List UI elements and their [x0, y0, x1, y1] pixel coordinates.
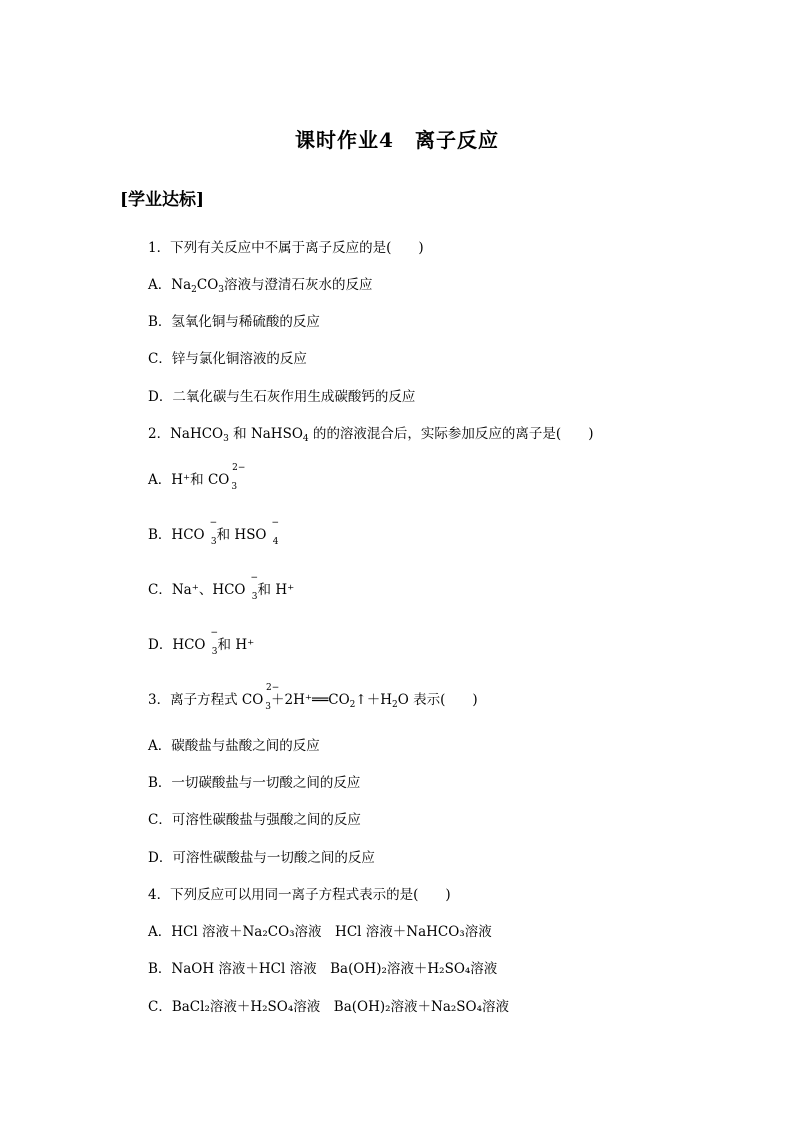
equation-text: O 表示( ): [397, 692, 478, 708]
question-1-option-a: A．$Na_2CO_3$溶液与澄清石灰水的反应: [148, 277, 373, 295]
option-label: A．: [148, 277, 172, 293]
question-2-option-a: A．H⁺和 CO 2− $_3$: [148, 463, 246, 492]
option-label: C．Na⁺、: [148, 582, 213, 598]
page-title: 课时作业4 离子反应: [295, 128, 499, 152]
question-2-option-b: B．HCO − $_3$和 HSO − $_4$: [148, 518, 280, 547]
section-heading: [学业达标]: [120, 190, 205, 210]
question-3-option-a: A．碳酸盐与盐酸之间的反应: [148, 738, 320, 754]
option-label: A．H⁺和: [148, 472, 204, 488]
question-3-option-b: B．一切碳酸盐与一切酸之间的反应: [148, 775, 361, 791]
question-3-option-c: C．可溶性碳酸盐与强酸之间的反应: [148, 812, 361, 828]
equation-text: ＋2H⁺══CO: [271, 692, 350, 708]
question-3-stem-text: 3．离子方程式: [148, 692, 238, 708]
option-text: 和 H⁺: [217, 637, 255, 653]
question-2-option-c: C．Na⁺、HCO − $_3$和 H⁺: [148, 573, 295, 602]
question-4-option-a: A．HCl 溶液＋Na₂CO₃溶液 HCl 溶液＋NaHCO₃溶液: [148, 924, 492, 940]
question-1-stem: 1．下列有关反应中不属于离子反应的是( ): [148, 240, 424, 256]
question-4-option-b: B．NaOH 溶液＋HCl 溶液 Ba(OH)₂溶液＋H₂SO₄溶液: [148, 961, 498, 977]
option-text: 溶液与澄清石灰水的反应: [224, 277, 373, 293]
question-1-option-c: C．锌与氯化铜溶液的反应: [148, 351, 307, 367]
question-1-option-d: D．二氧化碳与生石灰作用生成碳酸钙的反应: [148, 389, 416, 405]
question-2-stem: 2．NaHCO$_3$ 和 NaHSO$_4$ 的的溶液混合后，实际参加反应的离子是( ): [148, 426, 594, 444]
question-2-option-d: D．HCO − $_3$和 H⁺: [148, 628, 255, 657]
question-1-option-b: B．氢氧化铜与稀硫酸的反应: [148, 314, 320, 330]
question-4-stem: 4．下列反应可以用同一离子方程式表示的是( ): [148, 887, 451, 903]
question-3-stem: 3．离子方程式 CO 2− $_3+2H^+══CO_2↑+H_2O$ 表示( ): [148, 683, 478, 712]
question-4-option-c: C．BaCl₂溶液＋H₂SO₄溶液 Ba(OH)₂溶液＋Na₂SO₄溶液: [148, 999, 510, 1015]
equation-text: ↑＋H: [355, 692, 392, 708]
question-2-stem-text: 的溶液混合后，实际参加反应的离子是( ): [326, 426, 594, 442]
option-label: B．: [148, 527, 172, 543]
option-text: 和 H⁺: [257, 582, 295, 598]
question-3-option-d: D．可溶性碳酸盐与一切酸之间的反应: [148, 850, 375, 866]
option-label: D．: [148, 637, 173, 653]
